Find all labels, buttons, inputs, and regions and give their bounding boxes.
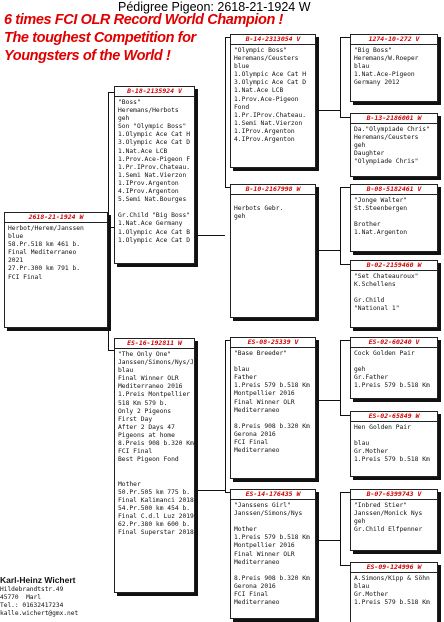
connector <box>340 492 350 493</box>
connector <box>340 264 350 265</box>
maternal-grandfather-card <box>230 337 316 479</box>
great-grandparent-card <box>350 489 438 551</box>
connector <box>340 340 350 341</box>
great-grandparent-card <box>350 562 438 622</box>
maternal-grandmother-card <box>230 489 316 619</box>
connector <box>108 92 109 350</box>
great-grandparent-card <box>350 184 438 252</box>
maternal-grandfather-details: "Base Breeder" blau Father 1.Preis 579 b.518 Km Montpellier 2016 Final Winner OLR Mediterraneo 8.Preis 908 b.320 Km Gerona 2016 FCI Final Mediterraneo <box>234 350 310 455</box>
great-grandparent-details: "Jonge Walter" St.Steenbergen Brother 1.Nat.Argenton <box>354 197 408 237</box>
great-grandparent-card <box>350 260 438 328</box>
great-grandparent-ring: ES-02-60240 V <box>351 338 437 348</box>
great-grandparent-details: Hen Golden Pair blau Gr.Mother 1.Preis 579 b.518 Km <box>354 424 430 464</box>
headline-line-3: Youngsters of the World ! <box>4 48 171 64</box>
connector <box>225 340 226 492</box>
connector <box>340 340 341 415</box>
great-grandparent-ring: B-02-2159460 W <box>351 261 437 271</box>
great-grandparent-details: "Inbred Stier" Janssen/Monick Nys geh Gr.Child Elfpenner <box>354 502 423 534</box>
great-grandparent-ring: B-13-2186001 W <box>351 114 437 124</box>
maternal-grandmother-ring: ES-14-176435 W <box>231 490 315 500</box>
great-grandparent-card <box>350 34 438 102</box>
great-grandparent-card <box>350 411 438 477</box>
connector <box>195 235 225 236</box>
subject-pigeon-card <box>4 212 108 328</box>
headline-line-2: The toughest Competition for <box>4 30 196 46</box>
great-grandparent-card <box>350 113 438 177</box>
connector <box>340 187 341 264</box>
mother-ring-number: ES-16-192811 W <box>115 339 194 349</box>
mother-details: "The Only One" Janssen/Simons/Nys/J blau Final Winner OLR Mediterraneo 2016 1.Preis Montpellier 518 Km 579 b. Only 2 Pigeons First Day After 2 Days 47 Pigeons at home 8.Preis 908 b.320 Km FCI Final Best Pigeon Fond Mother 50.Pr.505 km 775 b. Final Kalimanci 2018 54.Pr.500 km 454 b. Final C.d.l Luz 2019 62.Pr.380 km 600 b. Final Superstar 2018 <box>118 351 194 537</box>
paternal-grandmother-ring: B-10-2167998 W <box>231 185 315 195</box>
connector <box>340 117 350 118</box>
great-grandparent-details: "Big Boss" Heremans/W.Roeper blau 1.Nat.Ace-Pigeon Germany 2012 <box>354 47 419 87</box>
breeder-email: kalle.wichert@gmx.net <box>0 610 79 617</box>
great-grandparent-card <box>350 337 438 399</box>
connector <box>316 540 340 541</box>
breeder-name: Karl-Heinz Wichert <box>0 575 76 585</box>
connector <box>340 415 350 416</box>
connector <box>316 250 340 251</box>
maternal-grandmother-details: "Janssens Girl" Janssen/Simons/Nys Mother 1.Preis 579 b.518 Km Montpellier 2016 Final Winner OLR Mediterraneo 8.Preis 908 b.320 Km Gerona 2016 FCI Final Mediterraneo <box>234 502 310 607</box>
great-grandparent-ring: B-07-6399743 V <box>351 490 437 500</box>
connector <box>340 37 341 117</box>
maternal-grandfather-ring: ES-08-25339 V <box>231 338 315 348</box>
great-grandparent-ring: 1274-10-272 V <box>351 35 437 45</box>
connector <box>340 565 350 566</box>
great-grandparent-details: Cock Golden Pair geh Gr.Father 1.Preis 579 b.518 Km <box>354 350 430 390</box>
great-grandparent-ring: ES-09-124996 W <box>351 563 437 573</box>
connector <box>225 37 226 187</box>
connector <box>340 37 350 38</box>
breeder-street: Hildebrandtstr.49 <box>0 586 64 593</box>
great-grandparent-details: A.Simons/Kipp & Söhn blau Gr.Mother 1.Preis 579 b.518 Km <box>354 575 430 607</box>
father-details: "Boss" Heremans/Herbots geh Son "Olympic Boss" 1.Olympic Ace Cat H 3.Olympic Ace Cat D 1.Nat.Ace LCB 1.Prov.Ace-Pigeon F 1.Pr.IProv.Chateau. 1.Semi Nat.Vierzon 1.IProv.Argenton 4.IProv.Argenton 5.Semi Nat.Bourges Gr.Child "Big Boss" 1.Nat.Ace Germany 1.Olympic Ace Cat B 1.Olympic Ace Cat D <box>118 99 191 244</box>
breeder-contact <box>0 575 110 618</box>
great-grandparent-ring: B-08-5182461 V <box>351 185 437 195</box>
headline-line-1: 6 times FCI OLR Record World Champion ! <box>4 12 283 28</box>
connector <box>316 400 340 401</box>
paternal-grandmother-details: Herbots Gebr. geh <box>234 205 284 221</box>
mother-card <box>114 338 195 593</box>
great-grandparent-details: Da."Olympiade Chris" Heremans/Ceusters geh Daughter "Olympiade Chris" <box>354 126 430 166</box>
great-grandparent-ring: ES-02-65849 W <box>351 412 437 422</box>
breeder-city: 45770 Marl <box>0 594 41 601</box>
connector <box>195 490 225 491</box>
paternal-grandfather-ring: B-14-2313054 V <box>231 35 315 45</box>
breeder-phone: Tel.: 01632417234 <box>0 602 64 609</box>
pedigree-title: Pédigree Pigeon: 2618-21-1924 W <box>118 0 311 14</box>
great-grandparent-details: "Set Chateauroux" K.Schellens Gr.Child "National 1" <box>354 273 419 313</box>
paternal-grandfather-card <box>230 34 316 168</box>
paternal-grandfather-details: "Olympic Boss" Heremans/Ceusters blue 1.Olympic Ace Cat H 3.Olympic Ace Cat D 1.Nat.Ace LCB 1.Prov.Ace-Pigeon Fond 1.Pr.IProv.Chateau. 1.Semi Nat.Vierzon 1.IProv.Argenton 4.IProv.Argenton <box>234 47 307 144</box>
connector <box>340 492 341 565</box>
connector <box>316 110 340 111</box>
father-card <box>114 86 195 264</box>
subject-details: Herbot/Herem/Janssen blue 58.Pr.518 km 461 b. Final Mediterraneo 2021 27.Pr.300 km 791 b. FCI Final <box>8 225 84 281</box>
father-ring-number: B-18-2135924 V <box>115 87 194 97</box>
subject-ring-number: 2618-21-1924 W <box>5 213 107 223</box>
paternal-grandmother-card <box>230 184 316 318</box>
connector <box>340 187 350 188</box>
